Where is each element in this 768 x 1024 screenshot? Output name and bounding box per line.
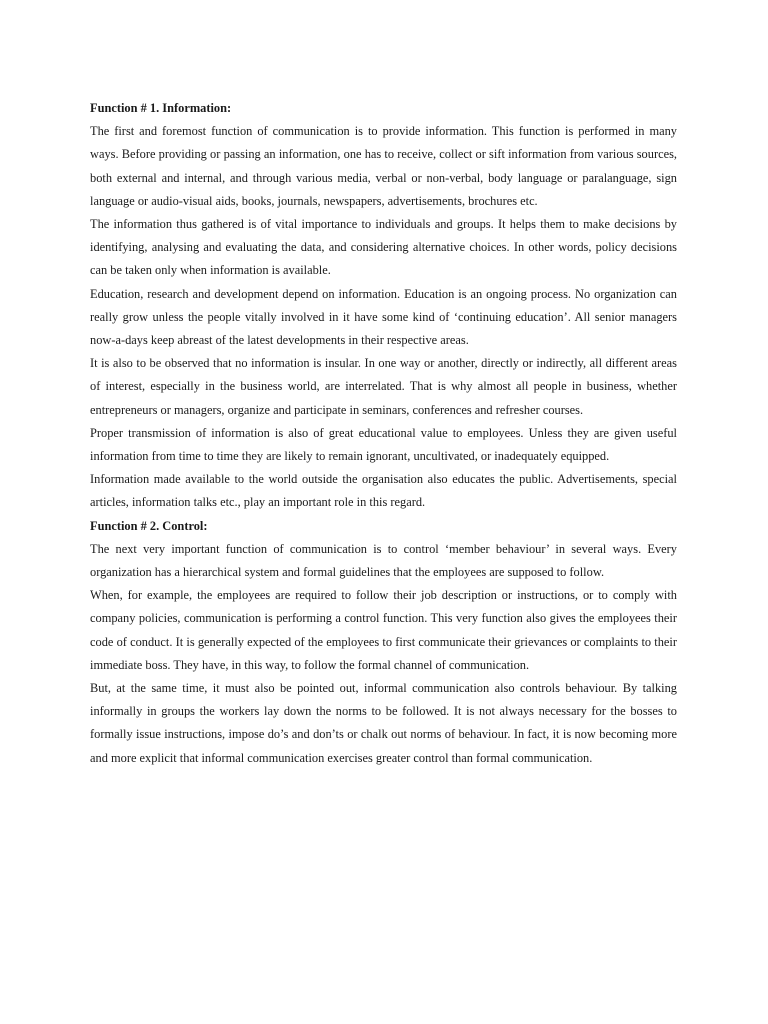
paragraph: Information made available to the world outside the organisation also educates the public. Advertisements, special articles, information talks etc., play an important role in this regard. <box>90 472 677 510</box>
paragraph: But, at the same time, it must also be pointed out, informal communication also controls behaviour. By talking informally in groups the workers lay down the norms to be followed. It is not always necessary for the bosses to formally issue instructions, impose do’s and don’ts or chalk out norms of behaviour. In fact, it is now becoming more and more explicit that informal communication exercises greater control than formal communication. <box>90 681 677 765</box>
paragraph: The first and foremost function of communication is to provide information. This function is performed in many ways. Before providing or passing an information, one has to receive, collect or sift information from various sources, both external and internal, and through various media, verbal or non-verbal, body language or paralanguage, sign language or audio-visual aids, books, journals, newspapers, advertisements, brochures etc. <box>90 124 677 208</box>
paragraph: Proper transmission of information is also of great educational value to employees. Unless they are given useful information from time to time they are likely to remain ignorant, uncultivated, or inadequately equipped. <box>90 425 677 464</box>
paragraph: The next very important function of communication is to control ‘member behaviour’ in several ways. Every organization has a hierarchical system and formal guidelines that the employees are supposed to follow. <box>90 541 677 580</box>
section-heading-information: Function # 1. Information: <box>90 101 232 115</box>
paragraph: When, for example, the employees are required to follow their job description or instructions, or to comply with company policies, communication is performing a control function. This very function also gives the employees their code of conduct. It is generally expected of the employees to first communicate their grievances or complaints to their immediate boss. They have, in this way, to follow the formal channel of communication. <box>90 588 677 672</box>
paragraph: The information thus gathered is of vital importance to individuals and groups. It helps them to make decisions by identifying, analysing and evaluating the data, and considering alternative choices. In other words, policy decisions can be taken only when information is available. <box>90 217 677 278</box>
document-page <box>90 97 677 770</box>
section-heading-control: Function # 2. Control: <box>90 518 208 533</box>
paragraph: It is also to be observed that no information is insular. In one way or another, directly or indirectly, all different areas of interest, especially in the business world, are interrelated. That is why almost all people in business, whether entrepreneurs or managers, organize and participate in seminars, conferences and refresher courses. <box>90 356 677 417</box>
paragraph: Education, research and development depend on information. Education is an ongoing process. No organization can really grow unless the people vitally involved in it have some kind of ‘continuing education’. All senior managers now-a-days keep abreast of the latest developments in their respective areas. <box>90 286 677 348</box>
